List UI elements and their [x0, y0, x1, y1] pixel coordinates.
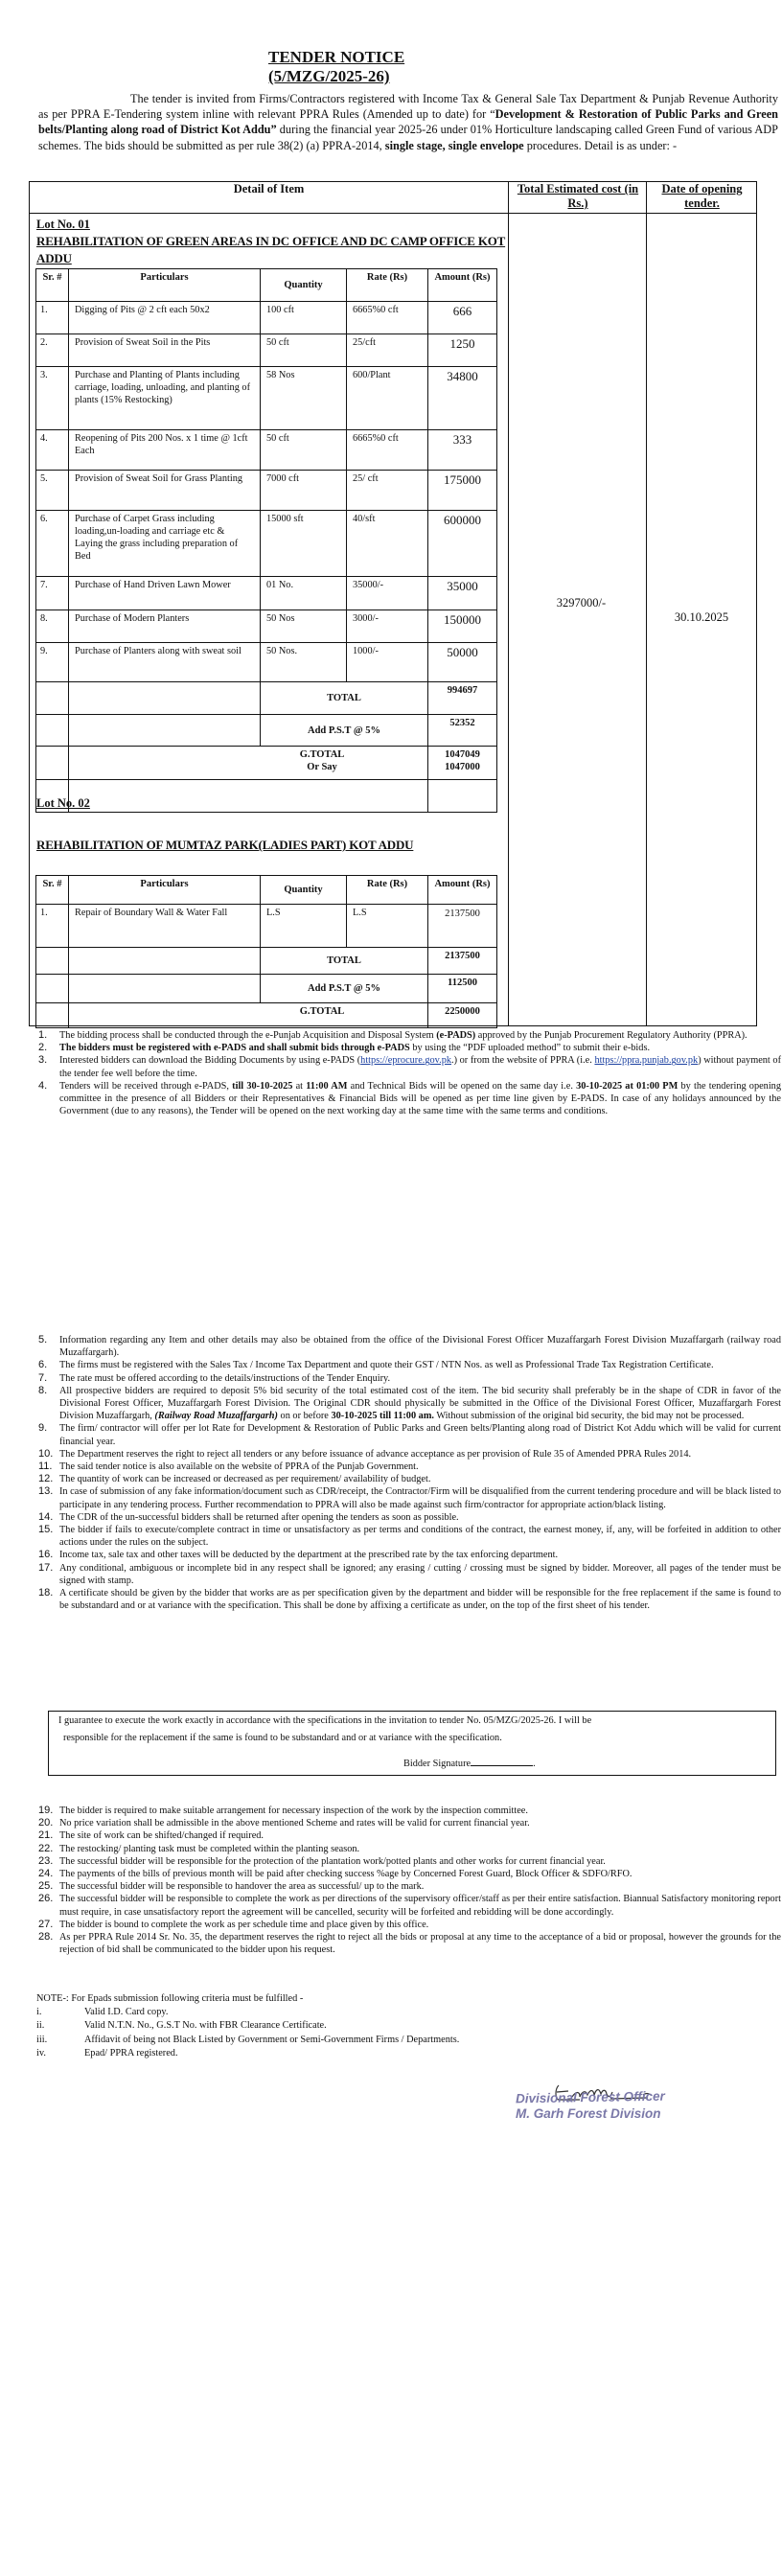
table-row: 5. Provision of Sweat Soil for Grass Planting 7000 cft 25/ cft 175000: [36, 471, 497, 511]
epads-note: [36, 1992, 459, 2060]
condition-8: 8. All prospective bidders are required to deposit 5% bid security of the total estimated cost of the item. The bid security shall preferably be in the shape of CDR in favor of the Divisional Forest Officer, Muzaffargarh Forest Division. The Original CDR should physically be submitted in the Office of the Divisional Forest Officer, Muzaffargarh Forest Division Muzaffargarh, (Railway Road Muzaffargarh) on or before 30-10-2025 till 11:00 am. Without submission of the original bid security, the bid may not be processed.: [38, 1384, 781, 1422]
condition-17: 17. Any conditional, ambiguous or incomplete bid in any respect shall be ignored; any erasing / cutting / crossing must be signed by bidder. Moreover, all pages of the tender must be signed with stamp.: [38, 1561, 781, 1586]
condition-13: 13. In case of submission of any fake information/document such as CDR/receipt, the Contractor/Firm will be disqualified from the current tendering procedure and will be black listed to participate in any tendering process. Further recommendation to PPRA will also be made against such firm/contractor for appropriate action/black listing.: [38, 1485, 781, 1510]
header-detail-of-item: Detail of Item: [233, 182, 305, 196]
condition-21: 21. The site of work can be shifted/changed if required.: [38, 1829, 264, 1842]
signature-line[interactable]: [471, 1757, 533, 1766]
table-header-row: Sr. # Particulars Quantity Rate (Rs) Amount (Rs): [36, 876, 497, 905]
note-item: iv. Epad/ PPRA registered.: [36, 2047, 178, 2058]
note-item: iii. Affidavit of being not Black Listed by Government or Semi-Government Firms / Departments.: [36, 2034, 460, 2045]
condition-23: 23. The successful bidder will be responsible for the protection of the plantation work/potted plants and other works for current financial year.: [38, 1854, 606, 1867]
table-row: 7. Purchase of Hand Driven Lawn Mower 01 No. 35000/- 35000: [36, 577, 497, 610]
col-quantity: Quantity: [261, 269, 347, 302]
guarantee-certificate-box: I guarantee to execute the work exactly in accordance with the specifications in the invitation to tender No. 05/MZG/2025-26. I will be responsible for the replacement if the same is found to be substandard and or at variance with the specification. Bidder Signature .: [48, 1711, 776, 1776]
total-row: TOTAL 2137500: [36, 948, 497, 975]
lot2-total: 2137500: [428, 948, 497, 975]
total-estimated-cost-value: 3297000/-: [556, 596, 607, 610]
table-row: 1. Repair of Boundary Wall & Water Fall L.S L.S 2137500: [36, 905, 497, 948]
condition-2: 2. The bidders must be registered with e-PADS and shall submit bids through e-PADS by using the “PDF uploaded method” to submit their e-bids.: [38, 1042, 651, 1054]
lot2-items-table: [35, 875, 497, 1028]
total-row: TOTAL 994697: [36, 682, 497, 715]
lot1-title: REHABILITATION OF GREEN AREAS IN DC OFFICE AND DC CAMP OFFICE KOT ADDU: [36, 234, 506, 265]
condition-6: 6. The firms must be registered with the Sales Tax / Income Tax Department and quote their GST / NTN Nos. as well as Professional Trade Tax Registration Certificate.: [38, 1359, 714, 1371]
note-item: ii. Valid N.T.N. No., G.S.T No. with FBR Clearance Certificate.: [36, 2020, 327, 2032]
pst-row: Add P.S.T @ 5% 52352: [36, 715, 497, 747]
eprocure-link[interactable]: https://eprocure.gov.pk: [360, 1055, 452, 1067]
col-rate: Rate (Rs): [347, 269, 428, 302]
condition-22: 22. The restocking/ planting task must be completed within the planting season.: [38, 1842, 360, 1854]
note-item: i. Valid I.D. Card copy.: [36, 2007, 169, 2018]
ppra-link[interactable]: https://ppra.punjab.gov.pk: [594, 1055, 699, 1067]
intro-paragraph: The tender is invited from Firms/Contractors registered with Income Tax & General Sale Tax Department & Punjab Revenue Authority as per PPRA E-Tendering system inline with relevant PPRA Rules (Amended up to date) for “Development & Restoration of Public Parks and Green belts/Planting along road of District Kot Addu” during the financial year 2025-26 under 01% Horticulture landscaping called Green Fund of various ADP schemes. The bids should be submitted as per rule 38(2) (a) PPRA-2014, single stage, single envelope procedures. Detail is as under: -: [38, 92, 778, 152]
table-row: 2. Provision of Sweat Soil in the Pits 50 cft 25/cft 1250: [36, 334, 497, 367]
lot2-label: Lot No. 02: [36, 796, 90, 810]
condition-7: 7. The rate must be offered according to the details/instructions of the Tender Enquiry.: [38, 1371, 391, 1384]
condition-25: 25. The successful bidder will be responsible to handover the area as successful/ up to the mark.: [38, 1880, 425, 1893]
col-amount: Amount (Rs): [428, 269, 497, 302]
condition-15: 15. The bidder if fails to execute/complete contract in time or unsatisfactory as per terms and conditions of the contract, the earnest money, if, any, will be forfeited in addition to other actions under the rules on the subject.: [38, 1524, 781, 1549]
opening-date-value: 30.10.2025: [674, 610, 729, 624]
condition-10: 10. The Department reserves the right to reject all tenders or any before issuance of advance acceptance as per provision of Rule 35 of Amended PPRA Rules 2014.: [38, 1447, 692, 1460]
empty-row: [36, 780, 497, 813]
officer-stamp: Divisional Forest Officer M. Garh Forest Division: [515, 2088, 665, 2121]
conditions-list-part1: [38, 1029, 781, 1117]
tender-detail-table: [29, 181, 757, 1026]
lot1-items-table: [35, 268, 497, 813]
lot2-pst: 112500: [428, 975, 497, 1003]
lot1-total: 994697: [428, 682, 497, 715]
condition-5: 5. Information regarding any Item and other details may also be obtained from the office of the Divisional Forest Officer Muzaffargarh Forest Division Muzaffargarh (railway road Muzaffargarh).: [38, 1334, 781, 1359]
condition-27: 27. The bidder is bound to complete the work as per schedule time and place given by this office.: [38, 1918, 429, 1930]
condition-28: 28. As per PPRA Rule 2014 Sr. No. 35, the department reserves the right to reject all the bids or proposal at any time to the acceptance of a bid or proposal, however the grounds for the rejection of bid shall be communicated to the bidder upon his request.: [38, 1931, 781, 1956]
lot1-or-say: 1047000: [445, 762, 480, 772]
header-date-of-opening: Date of opening tender.: [661, 182, 743, 210]
condition-3: 3. Interested bidders can download the Bidding Documents by using e-PADS (https://eprocure.gov.pk.) or from the website of PPRA (i.e. https://ppra.punjab.gov.pk) without payment of the tender fee well before the time.: [38, 1054, 781, 1079]
table-row: 9. Purchase of Planters along with sweat soil 50 Nos. 1000/- 50000: [36, 643, 497, 682]
conditions-list-part3: [38, 1805, 781, 1956]
condition-12: 12. The quantity of work can be increased or decreased as per requirement/ availability of budget.: [38, 1473, 431, 1485]
lot2-grand-total: 2250000: [428, 1003, 497, 1028]
condition-20: 20. No price variation shall be admissible in the above mentioned Scheme and rates will be valid for current financial year.: [38, 1817, 530, 1829]
tender-reference: (5/MZG/2025-26): [268, 67, 390, 85]
col-particulars: Particulars: [69, 269, 261, 302]
column-divider: [646, 182, 647, 1025]
grand-total-row: G.TOTAL Or Say 1047049 1047000: [36, 747, 497, 780]
lot1-label: Lot No. 01: [36, 218, 90, 231]
table-header-row: [36, 269, 497, 302]
table-row: 1. Digging of Pits @ 2 cft each 50x2 100 cft 6665%0 cft 666: [36, 302, 497, 334]
col-sr: Sr. #: [36, 269, 69, 302]
table-row: 8. Purchase of Modern Planters 50 Nos 3000/- 150000: [36, 610, 497, 643]
lot2-title: REHABILITATION OF MUMTAZ PARK(LADIES PART) KOT ADDU: [36, 838, 414, 852]
bidder-signature-field: Bidder Signature .: [403, 1759, 536, 1769]
condition-16: 16. Income tax, sale tax and other taxes will be deducted by the department at the prescribed rate by the tax enforcing department.: [38, 1549, 559, 1561]
project-name: Development & Restoration of Public Parks and Green belts/Planting along road of District Kot Addu”: [38, 107, 778, 137]
table-row: 4. Reopening of Pits 200 Nos. x 1 time @ 1cft Each 50 cft 6665%0 cft 333: [36, 430, 497, 471]
column-divider: [508, 182, 509, 1025]
condition-11: 11. The said tender notice is also available on the website of PPRA of the Punjab Government.: [38, 1460, 419, 1473]
lot1-pst: 52352: [428, 715, 497, 747]
table-row: 6. Purchase of Carpet Grass including loading,un-loading and carriage etc & Laying the grass including preparation of Bed 15000 sft 40/sft 600000: [36, 511, 497, 577]
procedure-type: single stage, single envelope: [384, 138, 524, 152]
condition-19: 19. The bidder is required to make suitable arrangement for necessary inspection of the work by the inspection committee.: [38, 1805, 528, 1816]
condition-4: 4. Tenders will be received through e-PADS, till 30-10-2025 at 11:00 AM and Technical Bids will be opened on the same day i.e. 30-10-2025 at 01:00 PM by the tendering opening committee in the presence of all Bidders or their Representatives & Financial Bids will be opened as per time line given by E-PADS. In case of any holidays announced by the Government (due to any reasons), the Tender will be opened on the next working day at the same time with the same terms and conditions.: [38, 1079, 781, 1117]
lot1-grand-total: 1047049: [445, 749, 480, 760]
condition-1: 1. The bidding process shall be conducted through the e-Punjab Acquisition and Disposal System (e-PADS) approved by the Punjab Procurement Regulatory Authority (PPRA).: [38, 1029, 748, 1041]
header-total-estimated-cost: Total Estimated cost (in Rs.): [517, 182, 639, 210]
title-block: [268, 48, 404, 86]
note-heading: NOTE-: For Epads submission following criteria must be fulfilled -: [36, 1993, 304, 2004]
table-row: 3. Purchase and Planting of Plants including carriage, loading, unloading, and planting of plants (15% Restocking) 58 Nos 600/Plant 34800: [36, 367, 497, 430]
condition-26: 26. The successful bidder will be responsible to complete the work as per directions of the supervisory officer/staff as per their entire satisfaction. Biannual Satisfactory monitoring report must require, in case unsatisfactory report the agreement will be cancelled, security will be forfeited and rebidding will be done accordingly.: [38, 1893, 781, 1918]
condition-18: 18. A certificate should be given by the bidder that works are as per specification given by the department and bidder will be responsible for the free replacement if the same is found to be substandard and or at variance with the specification. This shall be done by affixing a certificate as under, on the top of the first sheet of his tender.: [38, 1587, 781, 1612]
page-title: TENDER NOTICE: [268, 48, 405, 66]
condition-24: 24. The payments of the bills of previous month will be paid after checking success %age by Concerned Forest Guard, Block Officer & SDFO/RFO.: [38, 1868, 632, 1880]
condition-14: 14. The CDR of the un-successful bidders shall be returned after opening the tenders as soon as possible.: [38, 1510, 459, 1523]
grand-total-row: G.TOTAL 2250000: [36, 1003, 497, 1028]
condition-9: 9. The firm/ contractor will offer per lot Rate for Development & Restoration of Public Parks and Green belts/Planting along road of District Kot Addu which will be valid for current financial year.: [38, 1422, 781, 1447]
conditions-list-part2: [38, 1334, 781, 1612]
pst-row: Add P.S.T @ 5% 112500: [36, 975, 497, 1003]
